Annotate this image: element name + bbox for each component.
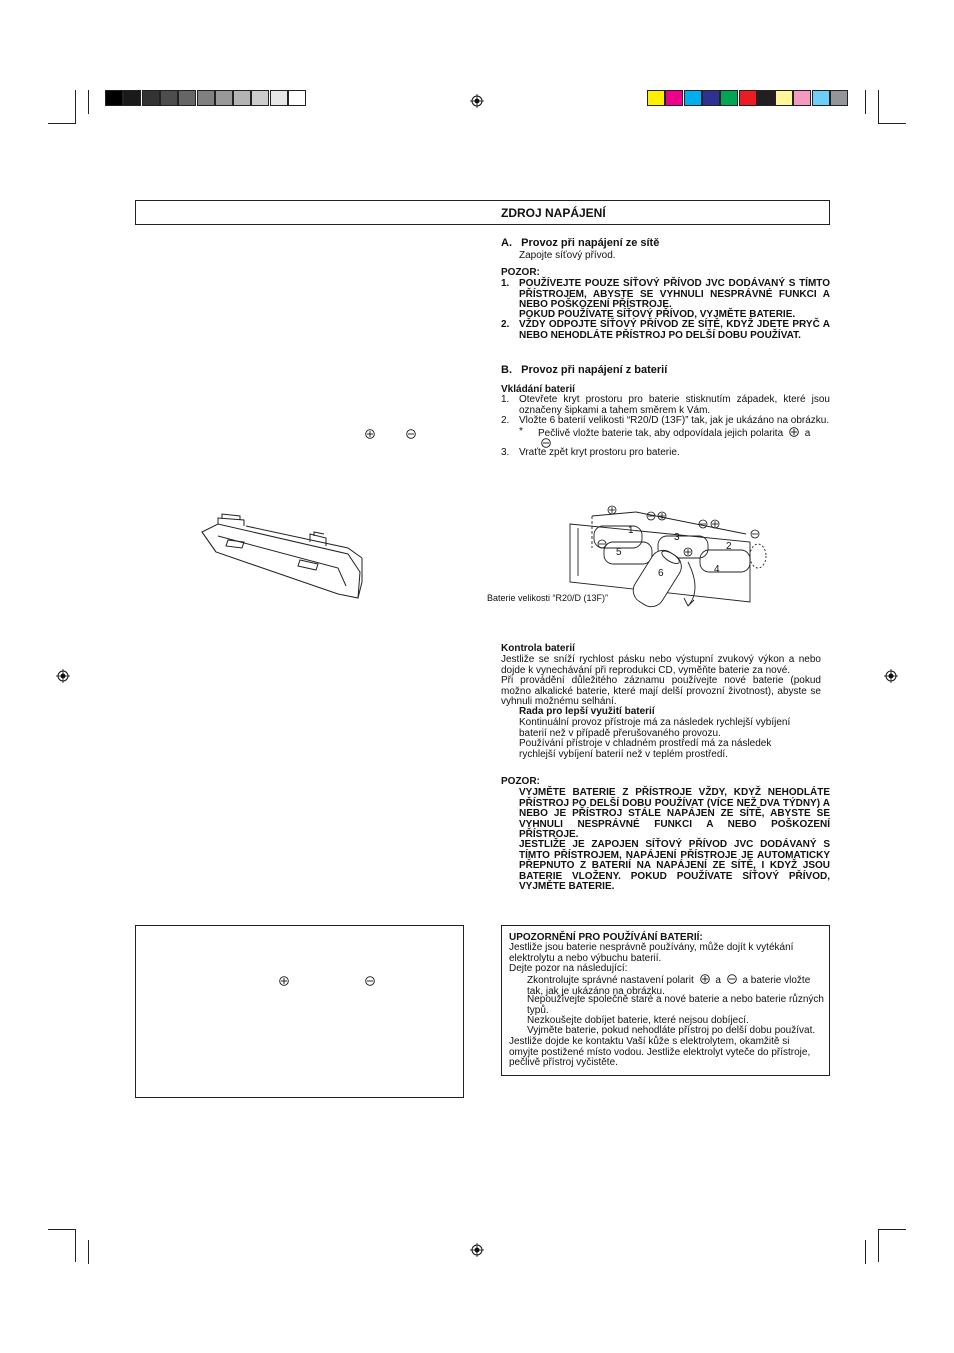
- step-number: 1.: [501, 394, 510, 405]
- crop-mark: [48, 123, 76, 124]
- caution-item-number: 2.: [501, 319, 510, 330]
- caution-paragraph: VYJMĚTE BATERIE Z PŘÍSTROJE VŽDY, KDYŽ NEHODLÁTE PŘÍSTROJ PO DELŠÍ DOBU POUŽÍVAT (VÍCE NEŽ DVA TÝDNY) A NEBO JE PŘÍSTROJ STÁLE NAPÁJEN ZE SÍTĚ, ABYSTE SE VYHNULI NESPRÁVNÉ FUNKCI A NEBO POŠKOZENÍ PŘÍSTROJE.: [519, 787, 830, 841]
- insert-batteries-heading: Vkládání baterií: [501, 384, 575, 395]
- calibration-swatch: [178, 90, 196, 106]
- crop-mark: [878, 90, 879, 123]
- calibration-swatch: [702, 90, 720, 106]
- crop-mark: [75, 1229, 76, 1262]
- step-note-text-a: Pečlivě vložte baterie tak, aby odpovídala jejich polarita: [538, 428, 784, 439]
- step-text: Vraťte zpět kryt prostoru pro baterie.: [519, 447, 680, 458]
- calibration-swatch: [123, 90, 141, 106]
- section-b-title: B. Provoz při napájení z baterií: [501, 364, 668, 376]
- crop-mark: [75, 90, 76, 123]
- battery-tip-text: Používání přístroje v chladném prostředí má za následek rychlejší vybíjení baterií než v teplém prostředí.: [519, 738, 772, 760]
- battery-number-label: 1: [628, 525, 634, 536]
- calibration-swatch: [757, 90, 775, 106]
- step-note-text: [538, 427, 830, 440]
- caution-label: POZOR:: [501, 776, 540, 787]
- warning-lead: Dejte pozor na následující:: [509, 963, 628, 974]
- minus-polarity-icon: [727, 974, 737, 984]
- battery-check-heading: Kontrola baterií: [501, 643, 575, 654]
- calibration-swatch: [160, 90, 178, 106]
- caution-item-text: VŽDY ODPOJTE SÍŤOVÝ PŘÍVOD ZE SÍTĚ, KDYŽ JDETE PRYČ A NEBO NEHODLÁTE PŘÍSTROJ PO DELŠÍ DOBU POUŽÍVAT.: [519, 319, 830, 341]
- warning-item-text: Zkontrolujte správné nastavení polarit: [527, 975, 694, 986]
- calibration-swatch: [288, 90, 306, 106]
- warning-title: UPOZORNĚNÍ PRO POUŽÍVÁNÍ BATERIÍ:: [509, 932, 703, 943]
- registration-mark-icon: [470, 94, 484, 108]
- left-notice-box: [135, 925, 464, 1098]
- battery-warning-box: [501, 925, 830, 1076]
- calibration-swatch: [739, 90, 757, 106]
- crop-mark: [48, 1229, 76, 1230]
- battery-cover-illustration: [198, 512, 368, 602]
- calibration-swatch: [251, 90, 269, 106]
- plus-polarity-icon: [700, 974, 710, 984]
- calibration-swatch: [720, 90, 738, 106]
- step-note-text-b: a: [804, 428, 811, 439]
- section-a-instruction: Zapojte síťový přívod.: [519, 250, 616, 261]
- calibration-swatch: [830, 90, 848, 106]
- crop-mark: [878, 123, 906, 124]
- calibration-swatch: [270, 90, 288, 106]
- calibration-swatch: [793, 90, 811, 106]
- battery-tip-text: Kontinuální provoz přístroje má za následek rychlejší vybíjení baterií než v případě přerušovaného provozu.: [519, 717, 791, 739]
- battery-number-label: 4: [714, 564, 720, 575]
- figure-caption: Baterie velikosti “R20/D (13F)”: [487, 593, 609, 603]
- section-header-bar: [135, 200, 830, 225]
- caution-item-text: POKUD POUŽÍVATE SÍŤOVÝ PŘÍVOD, VYJMĚTE BATERIE.: [519, 309, 796, 320]
- calibration-swatch: [142, 90, 160, 106]
- calibration-swatch: [665, 90, 683, 106]
- step-number: 2.: [501, 415, 510, 426]
- registration-mark-icon: [884, 669, 898, 683]
- caution-item-text: POUŽÍVEJTE POUZE SÍŤOVÝ PŘÍVOD JVC DODÁVANÝ S TÍMTO PŘÍSTROJEM, ABYSTE SE VYHNULI NESPRÁVNÉ FUNKCI A NEBO POŠKOZENÍ PŘÍSTROJE.: [519, 278, 830, 311]
- warning-item: Vyjměte baterie, pokud nehodláte přístroj po delší dobu používat.: [527, 1025, 816, 1036]
- section-a-title: A. Provoz při napájení ze sítě: [501, 237, 660, 249]
- plus-polarity-icon: [279, 976, 289, 986]
- calibration-swatch: [233, 90, 251, 106]
- battery-number-label: 3: [674, 532, 680, 543]
- warning-intro: Jestliže jsou baterie nesprávně používány, může dojít k vytékání elektrolytu a nebo výbuchu baterií.: [509, 942, 794, 964]
- battery-number-label: 2: [726, 541, 732, 552]
- registration-mark-icon: [56, 669, 70, 683]
- warning-item: Nezkoušejte dobíjet baterie, které nejsou dobíjecí.: [527, 1015, 749, 1026]
- step-number: 3.: [501, 447, 510, 458]
- calibration-swatch: [775, 90, 793, 106]
- battery-check-paragraph: Jestliže se sníží rychlost pásku nebo výstupní zvukový výkon a nebo dojde k vynechávání při reprodukci CD, vyměňte baterie za nové.: [501, 654, 821, 676]
- crop-mark: [865, 90, 866, 114]
- caution-label: POZOR:: [501, 267, 540, 278]
- battery-tips-heading: Rada pro lepší využití baterií: [519, 706, 655, 717]
- caution-item-number: 1.: [501, 278, 510, 289]
- crop-mark: [88, 90, 89, 114]
- caution-paragraph: JESTLIŽE JE ZAPOJEN SÍŤOVÝ PŘÍVOD JVC DODÁVANÝ S TÍMTO PŘÍSTROJEM, NAPÁJENÍ PŘÍSTROJE JE AUTOMATICKY PŘEPNUTO Z BATERIÍ NA NAPÁJENÍ ZE SÍTĚ, I KDYŽ JSOU BATERIE VLOŽENY. POKUD POUŽÍVATE SÍŤOVÝ PŘÍVOD, VYJMĚTE BATERIE.: [519, 839, 830, 893]
- crop-mark: [88, 1240, 89, 1264]
- crop-mark: [865, 1240, 866, 1264]
- calibration-swatch: [647, 90, 665, 106]
- section-title: ZDROJ NAPÁJENÍ: [501, 206, 606, 220]
- warning-item-text: a baterie vložte tak, jak je ukázáno na obrázku.: [527, 975, 811, 997]
- warning-outro: Jestliže dojde ke kontaktu Vaší kůže s elektrolytem, okamžitě si omyjte postižené místo vodou. Jestliže elektrolyt vyteče do přístroje, pečlivě přístroj vyčistěte.: [509, 1036, 811, 1069]
- calibration-swatch: [197, 90, 215, 106]
- crop-mark: [878, 1229, 906, 1230]
- warning-item: Nepoužívejte společně staré a nové baterie a nebo baterie různých typů.: [527, 994, 824, 1016]
- warning-item-text: a: [715, 975, 721, 986]
- step-text: Otevřete kryt prostoru pro baterie stisknutím západek, které jsou označeny šipkami a tahem směrem k Vám.: [519, 394, 830, 416]
- battery-number-label: 6: [658, 568, 664, 579]
- plus-polarity-icon: [365, 429, 375, 439]
- plus-polarity-icon: [789, 427, 799, 437]
- step-note-marker: *: [519, 426, 523, 437]
- calibration-swatch: [812, 90, 830, 106]
- minus-polarity-icon: [365, 976, 375, 986]
- battery-number-label: 5: [616, 547, 622, 558]
- registration-mark-icon: [470, 1243, 484, 1257]
- battery-check-paragraph: Při provádění důležitého záznamu používejte nové baterie (pokud možno alkalické baterie, které mají delší provozní životnost), abyste se vyhnuli možnému selhání.: [501, 675, 821, 708]
- calibration-swatch: [684, 90, 702, 106]
- crop-mark: [878, 1229, 879, 1262]
- step-text: Vložte 6 baterií velikosti “R20/D (13F)” tak, jak je ukázáno na obrázku.: [519, 415, 830, 426]
- calibration-swatch: [105, 90, 123, 106]
- minus-polarity-icon: [406, 429, 416, 439]
- calibration-swatch: [215, 90, 233, 106]
